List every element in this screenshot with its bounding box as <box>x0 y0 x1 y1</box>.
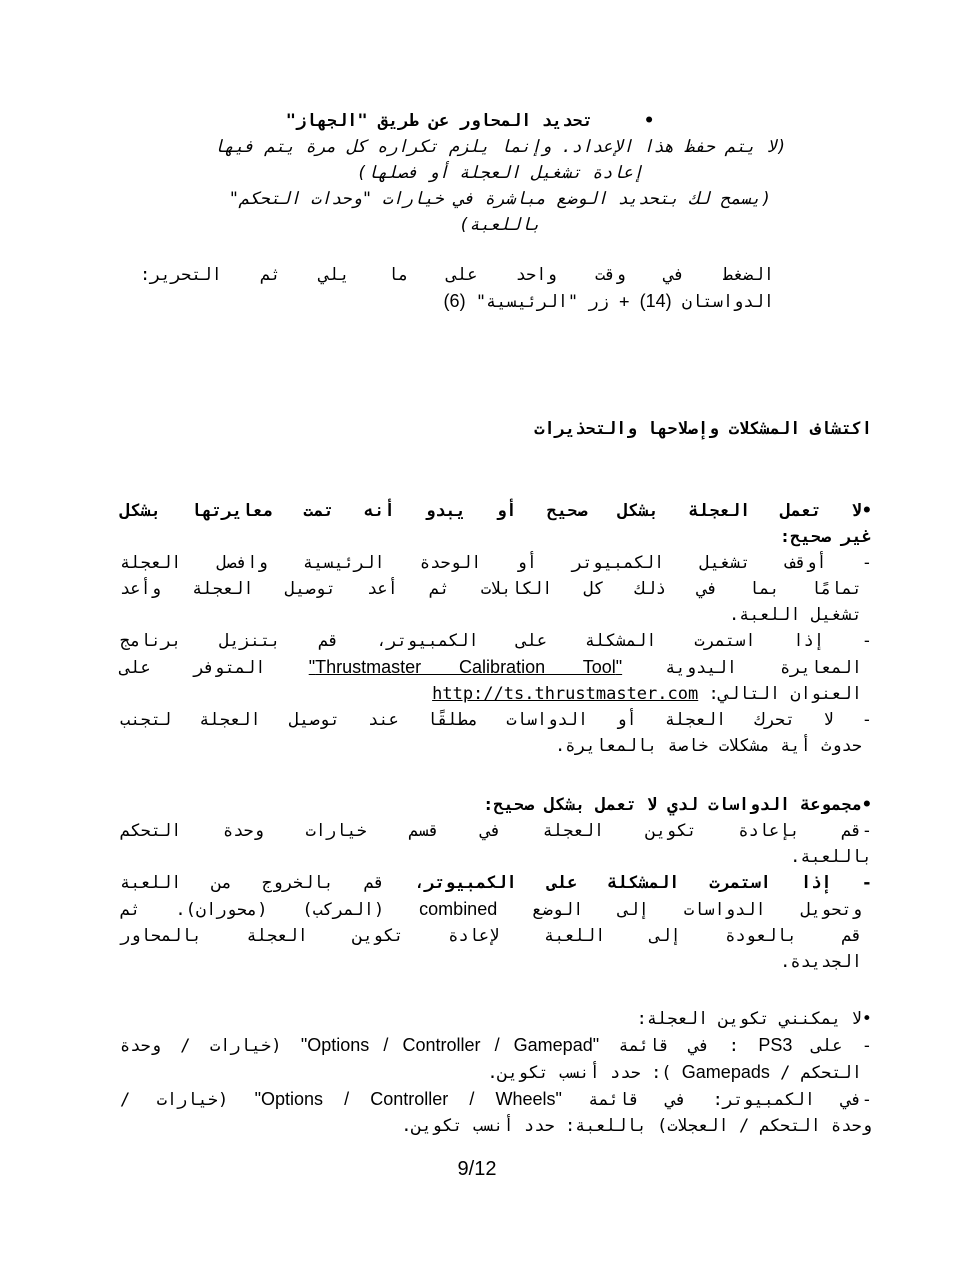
issue-2 <box>120 792 872 975</box>
address-label: العنوان التالي: <box>708 684 862 704</box>
troubleshooting-heading: اكتشاف المشكلات وإصلاحها والتحذيرات <box>534 419 872 439</box>
instr-home-button: + زر "الرئيسية" <box>475 292 630 312</box>
gamepads-label: Gamepads <box>681 1062 770 1082</box>
on-pc-label: -في الكمبيوتر: في قائمة <box>588 1090 872 1110</box>
controller-ar: التحكم / <box>780 1063 862 1083</box>
issue1-item1-line1: - أوقف تشغيل الكمبيوتر أو الوحدة الرئيسية وافصل العجلة <box>120 553 872 573</box>
instr-home-num: (6) <box>443 291 466 311</box>
axes-title <box>120 108 880 134</box>
axes-section <box>120 108 880 238</box>
instr-pedals: الدواستان <box>681 292 774 312</box>
note1-line2: إعادة تشغيل العجلة أو فصلها) <box>356 163 644 183</box>
available-at-label: المتوفر على <box>120 658 266 678</box>
issue1-title-line1: •لا تعمل العجلة بشكل صحيح أو يبدو أنه تمت معايرتها بشكل <box>120 501 872 521</box>
issue2-item2-bold: - إذا استمرت المشكلة على الكمبيوتر، <box>414 873 872 893</box>
issue2-item1-line2: باللعبة. <box>790 847 872 867</box>
wheels-menu-path: "Options / Controller / Wheels" <box>254 1089 562 1109</box>
on-label: - على <box>811 1036 872 1056</box>
choose-config-text: ): حدد أنسب تكوين. <box>487 1063 672 1083</box>
note1-line1: (لا يتم حفظ هذا الإعداد. وإنما يلزم تكراره كل مرة يتم فيها <box>213 137 787 157</box>
combined-mode-desc: (المركب) (محوران). ثم <box>120 900 385 920</box>
issue2-item2-rest: قم بالخروج من اللعبة <box>120 873 385 893</box>
instr-pedals-num: (14) <box>639 291 672 311</box>
issue3-item2-line2: وحدة التحكم / العجلات) باللعبة: حدد أنسب تكوين. <box>401 1116 872 1136</box>
issue2-item2-line4: الجديدة. <box>780 952 862 972</box>
issue3-item1-line2 <box>120 1059 862 1086</box>
issue2-title: •مجموعة الدواسات لدي لا تعمل بشكل صحيح: <box>483 795 872 815</box>
troubleshooting-heading-block <box>120 416 872 442</box>
issue2-item2-line1 <box>120 870 872 896</box>
note2-line2: باللعبة) <box>459 215 541 235</box>
issue1-item3-line2: حدوث أية مشكلات خاصة بالمعايرة. <box>554 736 862 756</box>
issue2-item2-line3: قم بالعودة إلى اللعبة لإعادة تكوين العجلة بالمحاور <box>120 926 862 946</box>
note2-line1: (يسمح لك بتحديد الوضع مباشرة في خيارات "وحدات التحكم" <box>228 189 772 209</box>
issue-3 <box>120 1006 872 1139</box>
instr-line2 <box>140 288 774 315</box>
issue2-item2-line2 <box>120 896 862 923</box>
issue1-title-line2: غير صحيح: <box>779 527 872 547</box>
options-ar: (خيارات / <box>120 1090 229 1110</box>
axes-instructions <box>140 262 774 315</box>
manual-calibration-label: المعايرة اليدوية <box>665 658 862 678</box>
instr-line1: الضغط في وقت واحد على ما يلي ثم التحرير: <box>140 265 774 285</box>
switch-pedals-text: وتحويل الدواسات إلى الوضع <box>532 900 862 920</box>
options-controller-ar: (خيارات / وحدة <box>120 1036 282 1056</box>
ps3-label: PS3 <box>758 1035 793 1055</box>
thrustmaster-url-link[interactable]: http://ts.thrustmaster.com <box>432 684 699 704</box>
gamepad-menu-path: "Options / Controller / Gamepad" <box>300 1035 600 1055</box>
in-menu-label: : في قائمة <box>618 1036 739 1056</box>
page-number: 9/12 <box>457 1158 497 1180</box>
issue1-item2-line3 <box>120 681 862 707</box>
issue1-item3-line1: - لا تحرك العجلة أو الدواسات مطلقًا عند توصيل العجلة لتجنب <box>120 710 872 730</box>
calibration-tool-name: "Thrustmaster Calibration Tool" <box>308 657 623 677</box>
issue1-item2-line1: - إذا استمرت المشكلة على الكمبيوتر، قم بتنزيل برنامج <box>120 631 872 651</box>
issue1-item2-line2 <box>120 654 862 681</box>
bullet: • <box>643 111 655 131</box>
issue3-title: •لا يمكنني تكوين العجلة: <box>636 1009 872 1029</box>
issue3-item2-line1 <box>120 1086 872 1113</box>
axes-title-text: تحديد المحاور عن طريق "الجهاز" <box>285 111 593 131</box>
issue2-item1-line1: -قم بإعادة تكوين العجلة في قسم خيارات وحدة التحكم <box>120 821 872 841</box>
issue1-item1-line2: تمامًا بما في ذلك كل الكابلات ثم أعد توصيل العجلة وأعد <box>120 579 862 599</box>
issue-1 <box>120 498 872 759</box>
combined-mode: combined <box>419 899 498 919</box>
issue1-item1-line3: تشغيل اللعبة. <box>728 605 862 625</box>
issue3-item1-line1 <box>120 1032 872 1059</box>
